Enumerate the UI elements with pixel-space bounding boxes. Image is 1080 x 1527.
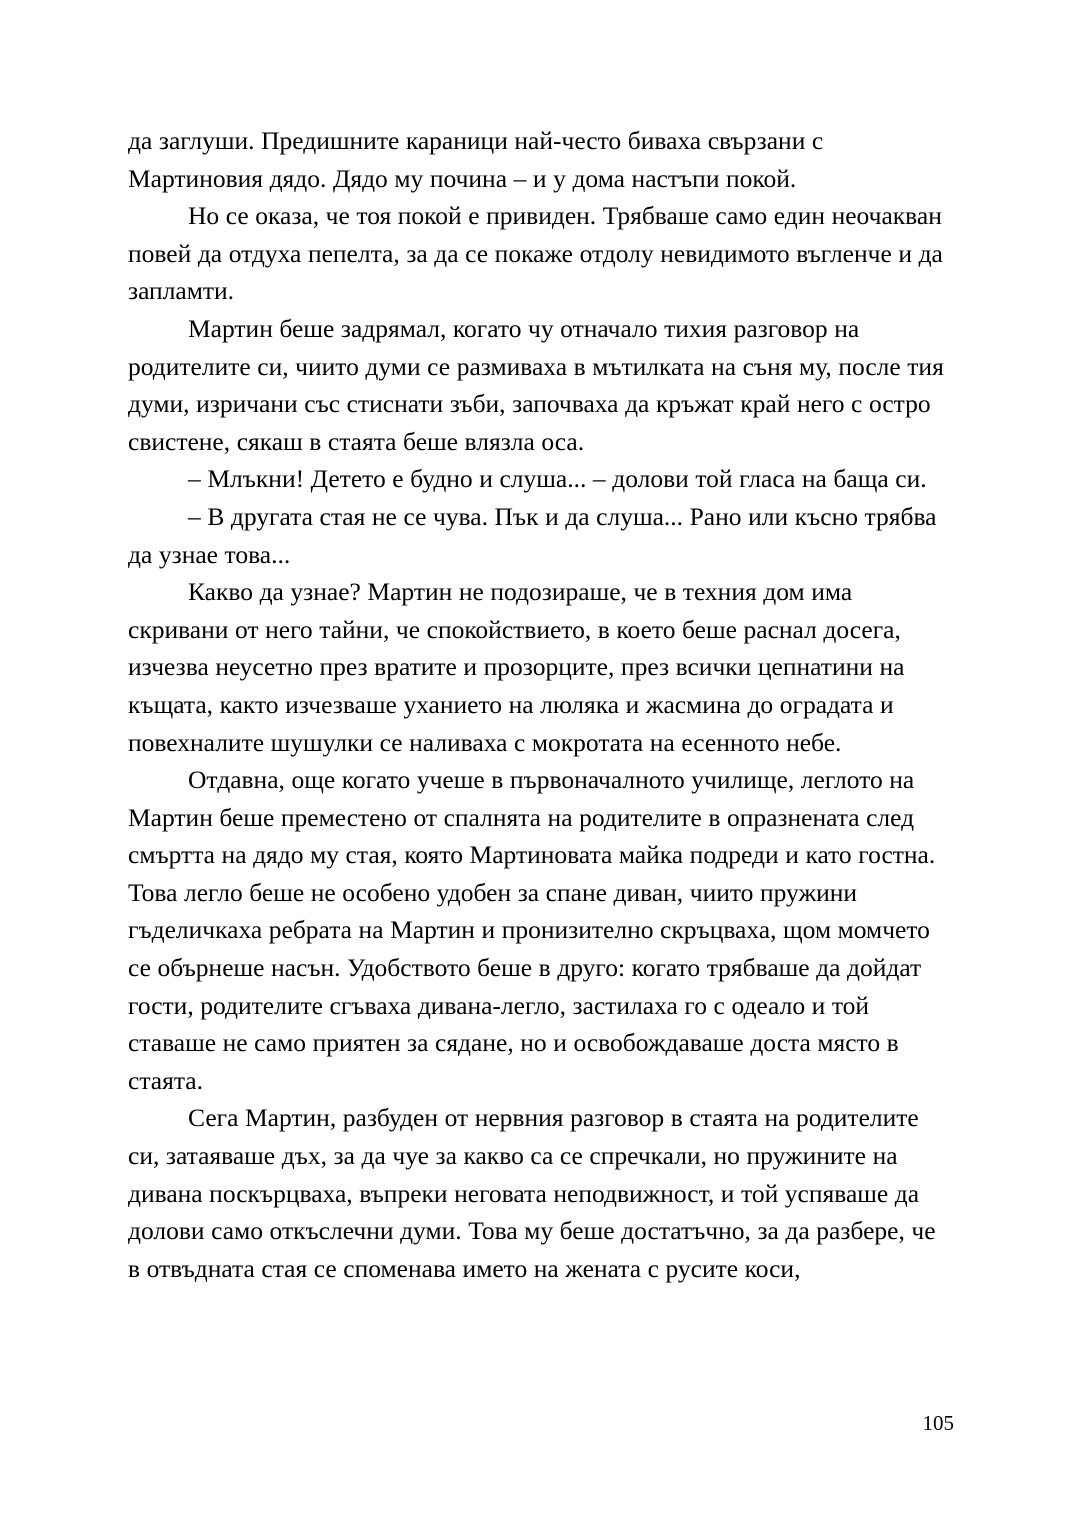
paragraph: – Млъкни! Детето е будно и слуша... – долови той гласа на баща си.: [188, 464, 927, 494]
paragraph: Отдавна, още когато учеше в първоначалното училище, леглото на Мартин беше преместено от спалнята на родителите в опразнената след смъртта на дядо му стая, която Мартиновата майка подреди и като гостна. Това легло беше не особено удобен за спане диван, чиито пружини гъделичкаха ребрата на Мартин и пронизително скръцваха, щом момчето се обърнеше насън. Удобството беше в друго: когато трябваше да дойдат гости, родителите сгъваха дивана-легло, застилаха го с одеало и той ставаше не само приятен за сядане, но и освобождаваше доста място в стаята.: [128, 765, 936, 1095]
page-number: 105: [922, 1411, 954, 1435]
paragraph: Сега Мартин, разбуден от нервния разговор в стаята на родителите си, затаяваше дъх, за да чуе за какво са се спречкали, но пружините на дивана поскърцваха, въпреки неговата неподвижност, и той успяваше да долови само откъслечни думи. Това му беше достатъчно, за да разбере, че в отвъдната стая се споменава името на жената с русите коси,: [128, 1103, 936, 1283]
body-text-column: [128, 122, 954, 1287]
paragraph: Какво да узнае? Мартин не подозираше, че в техния дом има скривани от него тайни, че спокойствието, в което беше раснал досега, изчезва неусетно през вратите и прозорците, през всички цепнатини на къщата, както изчезваше уханието на люляка и жасмина до оградата и повехналите шушулки се наливаха с мокротата на есенното небе.: [128, 577, 905, 757]
paragraph: Мартин беше задрямал, когато чу отначало тихия разговор на родителите си, чиито думи се размиваха в мътилката на съня му, после тия думи, изричани със стиснати зъби, започваха да кръжат край него с остро свистене, сякаш в стаята беше влязла оса.: [128, 313, 944, 456]
paragraph: – В другата стая не се чува. Пък и да слуша... Рано или късно трябва да узнае това...: [128, 501, 937, 569]
paragraph: Но се оказа, че тоя покой е привиден. Трябваше само един неочакван повей да отдуха пепелта, за да се покаже отдолу невидимото въгленче и да запламти.: [128, 201, 943, 306]
paragraph: да заглуши. Предишните караници най-често биваха свързани с Мартиновия дядо. Дядо му почина – и у дома настъпи покой.: [128, 126, 824, 193]
